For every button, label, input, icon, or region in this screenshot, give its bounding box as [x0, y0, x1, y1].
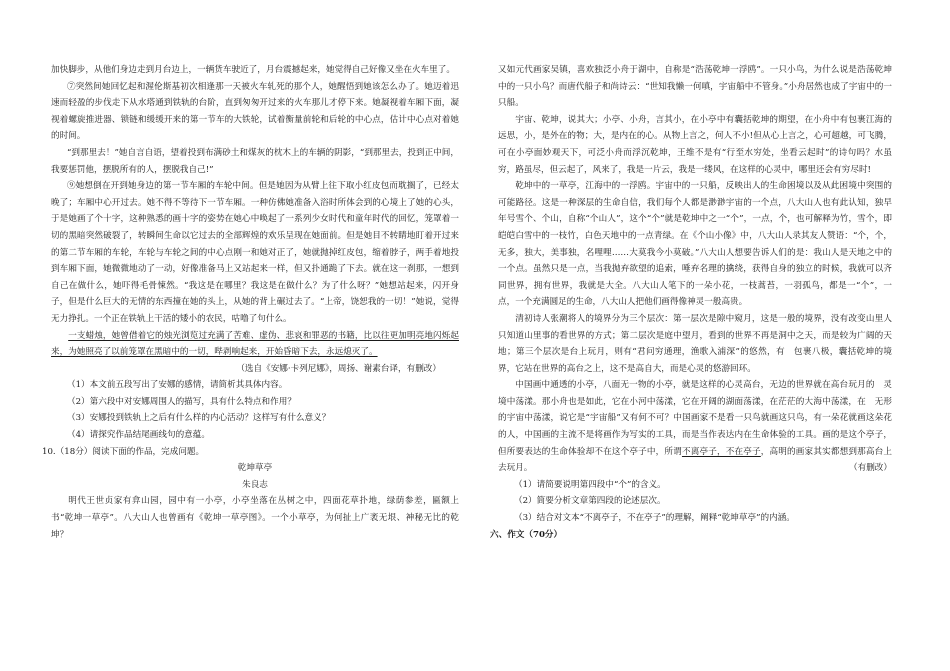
passage-paragraph: “到那里去！”她自言自语，望着投到布满砂土和煤灰的枕木上的车辆的阴影，“到那里去，投到正中间，我要惩罚他，摆脱所有的人，摆脱我自己!”	[51, 147, 459, 175]
edit-note: （有删改）	[849, 463, 892, 474]
question-item: （4）请探究作品结尾画线句的意蕴。	[67, 430, 210, 441]
passage-paragraph: 加快脚步，从他们身边走到月台边上，一辆货车驶近了，月台震撼起来，她觉得自己好像又坐在火车里了。	[51, 65, 455, 75]
source-citation: （选自《安娜·卡列尼娜》，周扬、谢素台译，有删改）	[236, 363, 441, 374]
left-column	[42, 62, 459, 543]
section-heading: 六、作文（70分）	[490, 529, 563, 540]
paragraph-text: ，高明的画家其实都想到那高台上去玩月。	[498, 446, 892, 474]
question-item: （2）简要分析文章第四段的论述层次。	[514, 496, 666, 507]
passage-paragraph: ⑨她想倒在开到她身边的第一节车厢的车轮中间。但是她因为从臂上往下取小红皮包而耽搁了，已经太晚了；车厢中心开过去。她不得不等待下一节车厢。一种仿佛她准备入浴时所体会到的心境上了她的心头，于是她画了个十字，这种熟悉的画十字的姿势在她心中唤起了一系列少女时代和童年时代的回忆，笼罩着一切的黑暗突然破裂了，转瞬间生命以它过去的全部辉煌的欢乐呈现在她面前。但是她目不转睛地盯着开过来的第二节车厢的车轮，车轮与车轮之间的中心点刚一和她对正了，她就抛掉红皮包，缩着脖子，两手着地投到车厢下面，她微微地动了一动，好像准备马上又站起来一样，但又扑通跪了下去。就在这一刹那，一想到自己在做什么，她吓得毛骨悚然。“我这是在哪里？我这是在做什么？为了什么呀？”她想站起来，闪开身子，但是什么巨大的无情的东西撞在她的头上，从她的背上碾过去了。“上帝，饶恕我的一切！”她说，觉得无力挣扎。一个正在铁轨上干活的矮小的农民，咕噜了句什么。	[51, 181, 459, 324]
question-item: （2）第六段中对安娜周围人的描写，具有什么特点和作用？	[67, 396, 296, 407]
passage-paragraph: 又如元代画家吴镇，喜欢独泛小舟于湖中，自称是“浩荡乾坤一浮鸥”。一只小鸟，为什么说是浩荡乾坤中的一只小鸟？而唐代船子和尚诗云：“世知我懒一何嗔，宇宙船中不管身。”小舟居然也成了宇宙中的一只船。	[498, 65, 892, 109]
question-item: （3）安娜投到铁轨上之后有什么样的内心活动？这样写有什么意义？	[67, 413, 331, 424]
question-item: （1）请简要说明第四段中“个”的含义。	[514, 479, 666, 490]
article-author: 朱良志	[242, 479, 268, 490]
question-10-heading: 10.（18分）阅读下面的作品，完成问题。	[42, 446, 205, 457]
underlined-ending-sentence: 一支蜡烛，她曾借着它的烛光浏览过充满了苦难、虚伪、悲哀和罪恶的书籍，比以往更加明亮地闪烁起来，为她照亮了以前笼罩在黑暗中的一切，哔剥响起来，开始昏暗下去，永远熄灭了。	[51, 330, 459, 358]
question-item: （1）本文前五段写出了安娜的感情，请简析其具体内容。	[67, 380, 288, 391]
passage-paragraph: 乾坤中的一草亭，江海中的一浮鸥。宇宙中的一只船，反映出人的生命困境以及从此困境中突围的可能路径。这是一种深层的生命自信，我们每个人都是渺渺宇宙的一个点，八大山人也有此认知，独早年号雪个、个山，自称“个山人”，这个“个”就是乾坤中之一“个”，一点，个，也可解释为竹，雪个，即皑皑白雪中的一枝竹，白色天地中的一点青绿。在《个山小像》中，八大山人录其友人赞语：“个，个，无多，独大，美事独，名哩哩……大莫我今小莫破。”八大山人想要告诉人们的是：我山人是天地之中的一个点。虽然只是一点，当我抛弃欲望的追索，唾弃名理的擒绕，获得自身的独立的时候，我就可以齐同世界，拥有世界，我就是大全。八大山人笔下的一朵小花，一枝蒿苔，一羽孤鸟，都是一“个”，一点，一个充满圆足的生命，八大山人把他们画得像神灵一般高贵。	[498, 181, 892, 308]
passage-paragraph: 宇宙、乾坤，说其大；小亭、小舟，言其小，在小亭中有囊括乾坤的期望，在小舟中有包裹江海的远思，小，是外在的物；大，是内在的心。从物上言之，何人不小!但从心上言之，心可超越，可飞腾，可在小亭面妙观天下，可泛小舟而浮沉乾坤，王维不是有“行至水穷处，坐看云起时”的诗句吗？水虽穷，路虽尽，但云起了，风来了，我是一片云，我是一缕风，在这样的心灵中，哪里还会有穷尽时!	[498, 114, 892, 175]
right-column	[490, 62, 892, 543]
passage-paragraph: ⑦突然间她回忆起和渥伦斯基初次相逢那一天被火车轧死的那个人，她醒悟到她该怎么办了。她迈着迅速而轻盈的步伐走下从水塔通到铁轨的台阶，直到匆匆开过来的火车那儿才停下来。她凝视着车厢下面，凝视着螺旋推进器、锁链和缓缓开来的第一节车的大铁轮，试着衡量前轮和后轮的中心点，估计中心点对着她的时间。	[51, 81, 459, 142]
passage-paragraph: 清初诗人张潮将人的境界分为三个层次：第一层次是隙中窥月，这是一般的境界，没有改变山里人只知道山里事的看世界的方式；第二层次是庭中望月，看到的世界不再是洞中之天，而是较为广阔的天地；第三个层次是台上玩月，则有“君问穷通理，渔歌入浦深”的悠然，有 包裹八极，囊括乾坤的境界，它站在世界的高台之上，这不是高自大，而是心灵的悠游回环。	[498, 313, 892, 374]
question-item: （3）结合对文本“不离亭子，不在亭子”的理解，阐释“乾坤草亭”的内涵。	[514, 513, 795, 524]
paragraph-text: 中国画中通透的小亭，八面无一物的小亭，就是这样的心灵高台，无边的世界就在高台玩月的 灵境中荡漾。那小舟也是如此，它在小河中荡漾，它在开阔的湖面荡漾，在茫茫的大海中荡漾，在 无形的宇宙中荡漾，说它是“宇宙船”又有何不可？中国画家不是看一只鸟就画这只鸟，有一朵花就画这朵花的人，中国画的主流不是将画作为写实的工具，而是当作表达内在生命体验的工具。画的是这个亭子，但所要表达的生命体验却不在这个亭子中，所谓	[498, 380, 892, 457]
underlined-phrase: 不离亭子，不在亭子	[681, 446, 761, 457]
article-title: 乾坤草亭	[237, 463, 273, 474]
passage-paragraph	[498, 377, 892, 477]
passage-paragraph: 明代王世贞家有弇山园，园中有一小亭，小亭坐落在丛树之中，四面花草扑地，绿荫参差，匾额上书“乾坤一草亭”。八大山人也曾画有《乾坤一草亭图》。一个小草亭，为何扯上广袤无垠、神秘无比的乾坤？	[51, 496, 459, 540]
